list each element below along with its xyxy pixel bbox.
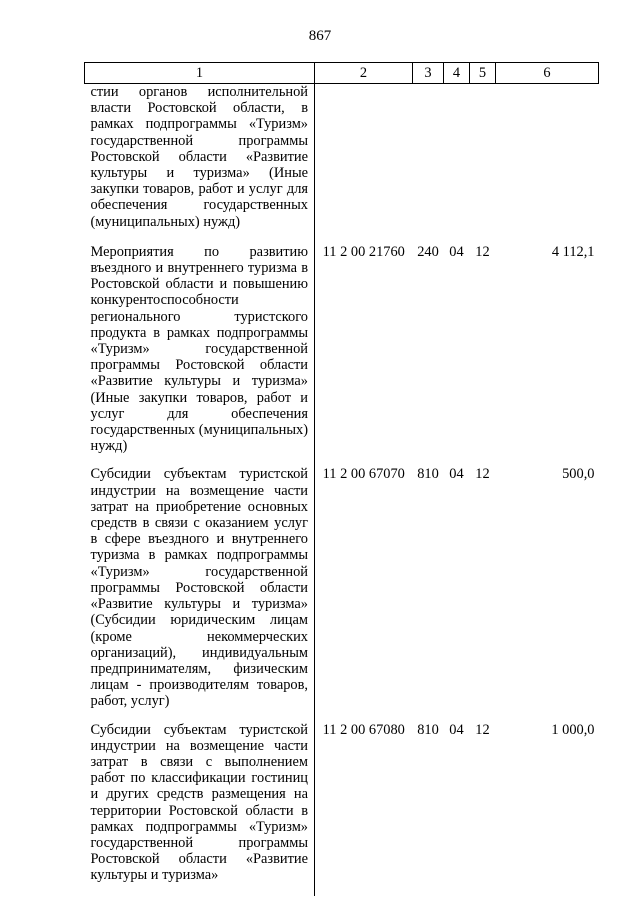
row-rz: 04: [449, 466, 464, 483]
row-rz: 04: [449, 721, 464, 738]
budget-table: [84, 62, 599, 896]
row-amount: 1 000,0: [551, 721, 595, 738]
row-description: стии органов исполнительной власти Ростовской области, в рамках подпрограммы «Туризм» государственной программы Ростовской области «Развитие культуры и туризма» (Иные закупки товаров, работ и услуг для обеспечения государственных (муниципальных) нужд): [85, 84, 315, 244]
row-description: Субсидии субъектам туристской индустрии на возмещение части затрат в связи с выполнением работ по классификации гостиниц и других средств размещения на территории Ростовской области в рамках подпрограммы «Туризм» государственной программы Ростовской области «Развитие культуры и туризма»: [85, 722, 315, 896]
row-code: [315, 84, 413, 244]
table-row: [85, 84, 599, 244]
row-vr: 810: [417, 721, 439, 738]
row-code: 11 2 00 67070: [322, 466, 405, 483]
table-row: [85, 722, 599, 896]
row-vr: 810: [417, 466, 439, 483]
row-amount: 500,0: [562, 466, 595, 483]
column-header-6: 6: [496, 63, 599, 84]
table-row: [85, 466, 599, 721]
column-header-3: 3: [413, 63, 444, 84]
row-rz: 04: [449, 243, 464, 260]
row-vr: 240: [417, 243, 439, 260]
row-code: 11 2 00 21760: [322, 243, 405, 260]
row-vr: [413, 84, 444, 244]
row-amount: 4 112,1: [551, 243, 595, 260]
column-header-2: 2: [315, 63, 413, 84]
column-header-1: 1: [85, 63, 315, 84]
row-rz: [444, 84, 470, 244]
row-description: Субсидии субъектам туристской индустрии на возмещение части затрат на приобретение основных средств в связи с оказанием услуг в сфере въездного и внутреннего туризма в рамках подпрограммы «Туризм» государственной программы Ростовской области «Развитие культуры и туризма» (Субсидии юридическим лицам (кроме некоммерческих организаций), индивидуальным предпринимателям, физическим лицам - производителям товаров, работ, услуг): [85, 466, 315, 721]
row-pr: 12: [475, 243, 490, 260]
row-code: 11 2 00 67080: [322, 721, 405, 738]
column-header-5: 5: [470, 63, 496, 84]
row-pr: [470, 84, 496, 244]
table-header-row: [85, 63, 599, 84]
row-pr: 12: [475, 466, 490, 483]
row-amount: [496, 84, 599, 244]
page-number: 867: [308, 28, 332, 44]
column-header-4: 4: [444, 63, 470, 84]
table-row: [85, 244, 599, 467]
row-description: Мероприятия по развитию въездного и внутреннего туризма в Ростовской области и повышению конкурентоспособности регионального туристского продукта в рамках подпрограммы «Туризм» государственной программы Ростовской области «Развитие культуры и туризма» (Иные закупки товаров, работ и услуг для обеспечения государственных (муниципальных) нужд): [85, 244, 315, 467]
row-pr: 12: [475, 721, 490, 738]
